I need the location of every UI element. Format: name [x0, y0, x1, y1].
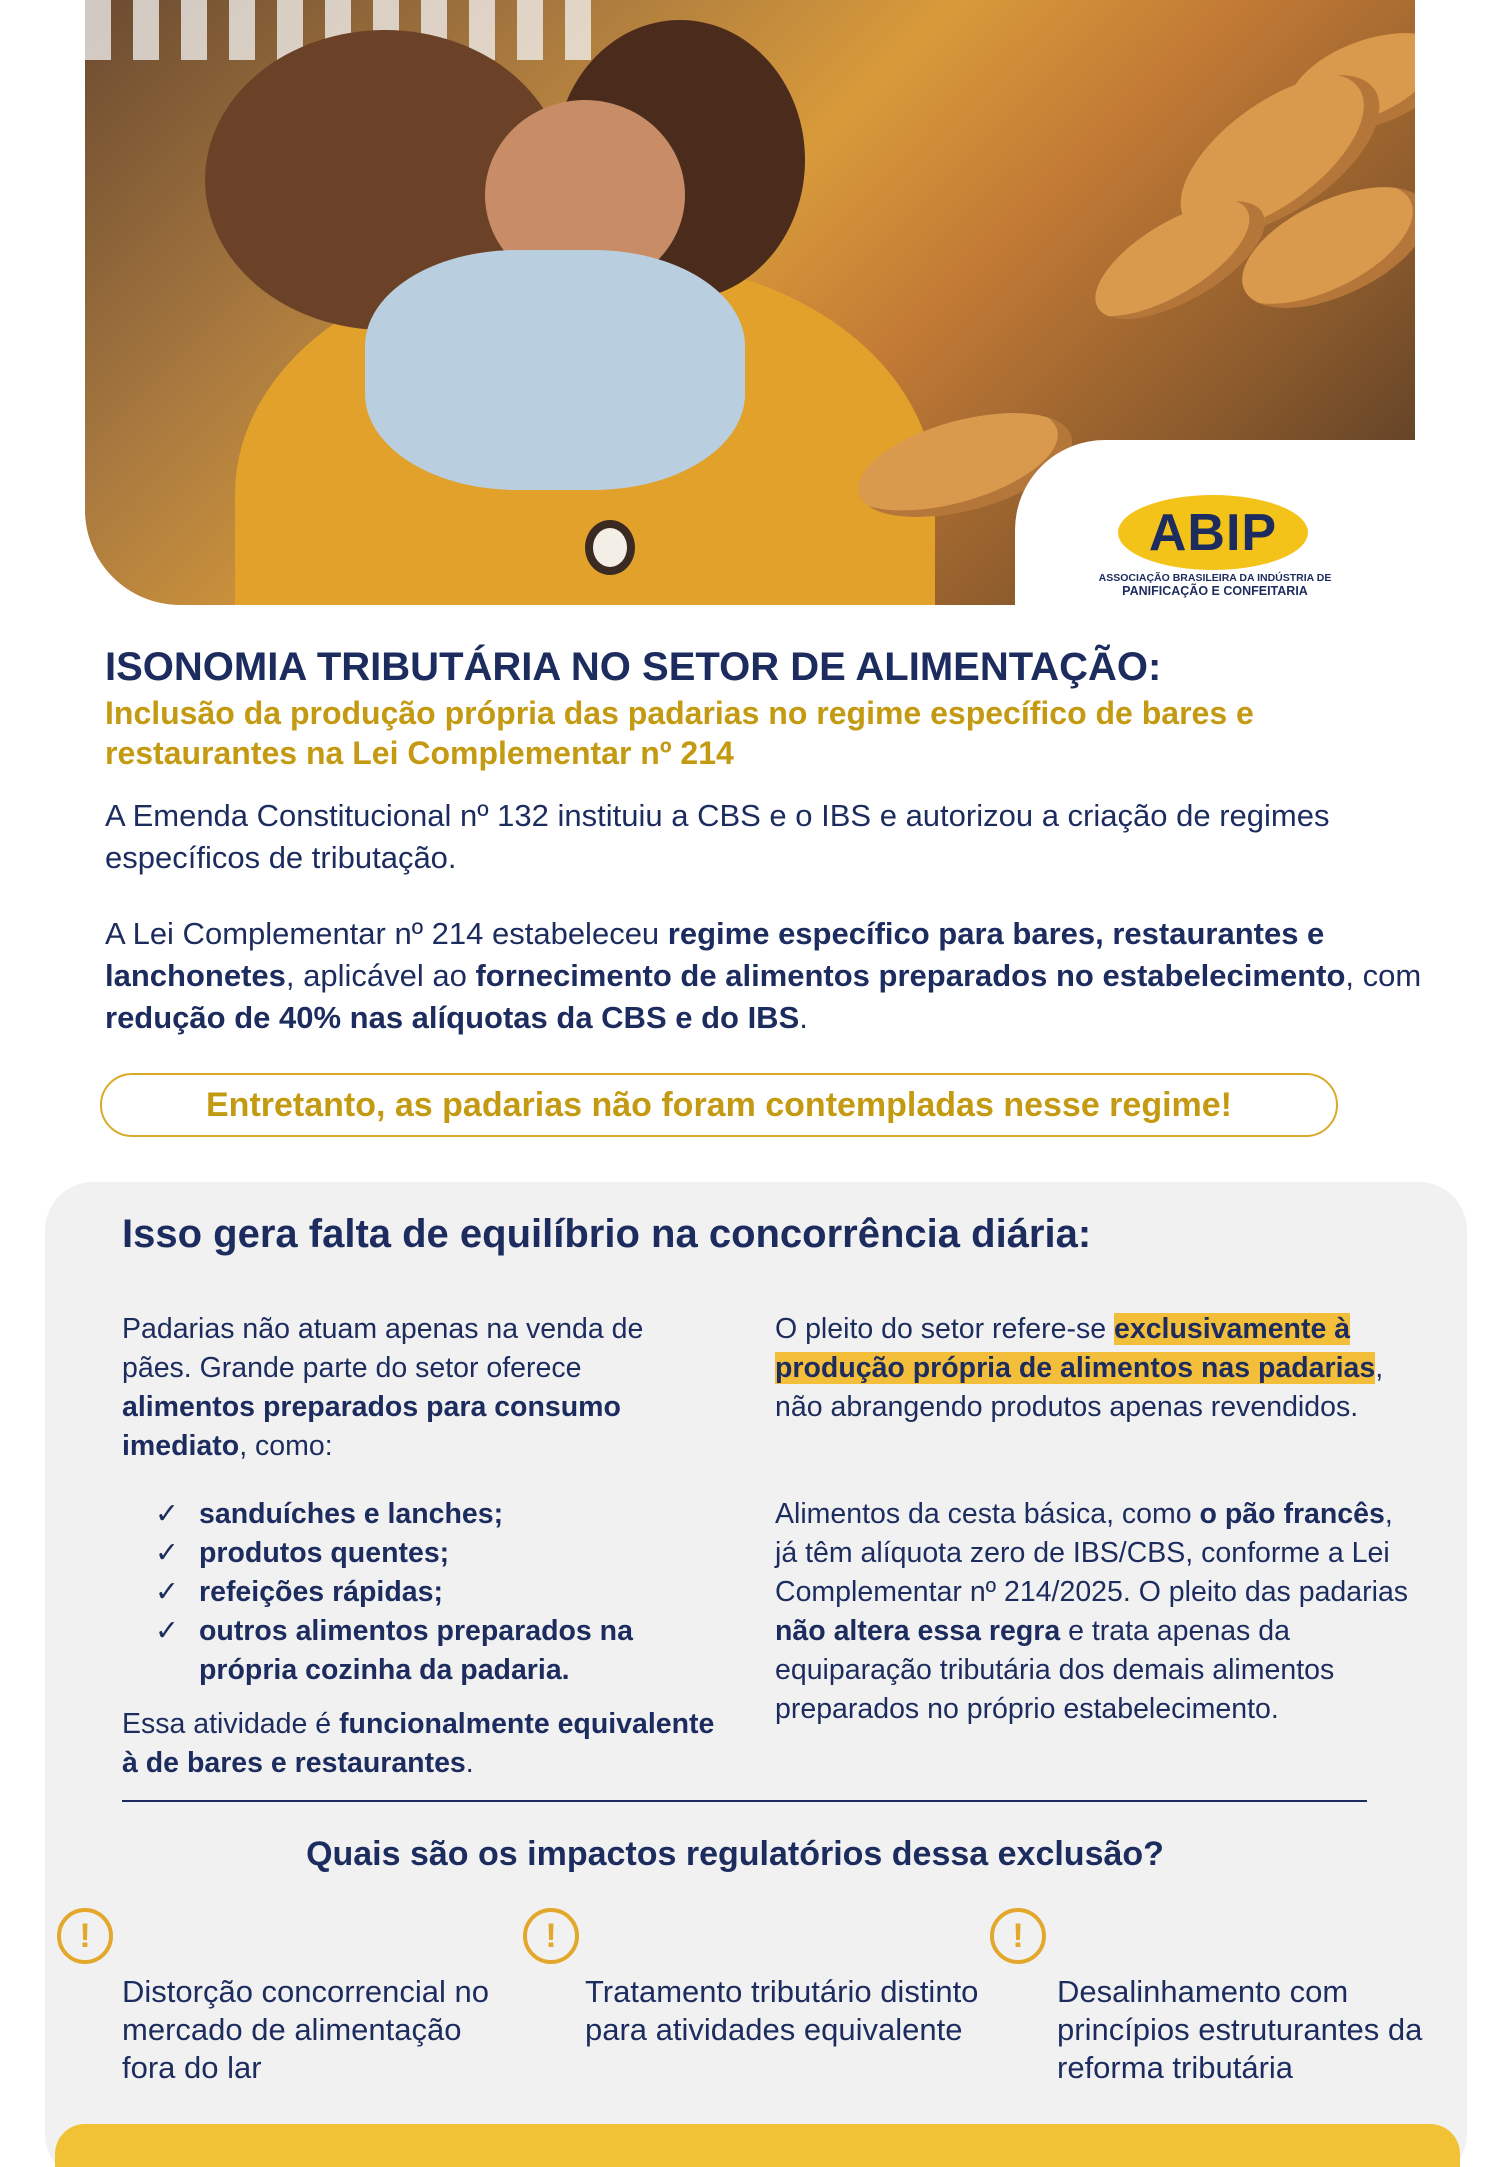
list-item-text: outros alimentos preparados na própria cozinha da padaria. — [199, 1615, 633, 1686]
page-title: ISONOMIA TRIBUTÁRIA NO SETOR DE ALIMENTAÇÃO: — [105, 645, 1162, 689]
text: Essa atividade é — [122, 1708, 340, 1740]
list-item-text: produtos quentes; — [199, 1537, 450, 1569]
abip-logo — [1118, 495, 1308, 570]
emphasis: alimentos preparados para consumo imediato — [122, 1391, 621, 1462]
check-icon: ✓ — [155, 1615, 179, 1647]
left-conclusion — [122, 1705, 722, 1783]
section-heading: Isso gera falta de equilíbrio na concorrência diária: — [122, 1212, 1092, 1256]
logo-name: ABIP — [1148, 503, 1278, 562]
text: , aplicável ao — [285, 958, 476, 993]
girl-shirt — [365, 250, 745, 490]
text: , já têm alíquota zero de IBS/CBS, conforme a Lei Complementar nº 214/2025. O pleito das padarias — [775, 1498, 1409, 1608]
intro-paragraph-2 — [105, 913, 1425, 1039]
footer-bar — [55, 2124, 1460, 2167]
check-icon: ✓ — [155, 1537, 179, 1569]
list-item — [155, 1495, 715, 1534]
text: O pleito do setor refere-se — [775, 1313, 1114, 1345]
page-subtitle: Inclusão da produção própria das padarias no regime específico de bares e restaurantes na Lei Complementar nº 214 — [105, 695, 1254, 771]
emphasis: fornecimento de alimentos preparados no estabelecimento — [475, 958, 1346, 993]
text: e trata apenas da equiparação tributária dos demais alimentos preparados no próprio estabelecimento. — [775, 1615, 1335, 1725]
intro-paragraph-1: A Emenda Constitucional nº 132 instituiu a CBS e o IBS e autorizou a criação de regimes específicos de tributação. — [105, 798, 1330, 875]
left-intro — [122, 1310, 702, 1466]
warning-icon: ! — [523, 1908, 579, 1964]
emphasis: funcionalmente equivalente à de bares e restaurantes — [122, 1708, 715, 1779]
logo-subtitle — [1090, 572, 1340, 598]
impact-item: Desalinhamento com princípios estruturantes da reforma tributária — [1057, 1974, 1423, 2085]
right-paragraph-1 — [775, 1310, 1405, 1427]
logo-line-2: PANIFICAÇÃO E CONFEITARIA — [1122, 584, 1308, 598]
list-item — [155, 1534, 715, 1573]
list-item — [155, 1573, 715, 1612]
emphasis: o pão francês — [1199, 1498, 1385, 1530]
check-icon: ✓ — [155, 1498, 179, 1530]
emphasis: não altera essa regra — [775, 1615, 1061, 1647]
section-divider — [122, 1800, 1367, 1802]
emphasis: redução de 40% nas alíquotas da CBS e do IBS — [105, 1000, 800, 1035]
warning-icon: ! — [990, 1908, 1046, 1964]
wristwatch — [585, 520, 635, 575]
text: . — [799, 1000, 808, 1035]
text: , com — [1345, 958, 1422, 993]
impact-item: Distorção concorrencial no mercado de alimentação fora do lar — [122, 1974, 490, 2085]
food-checklist — [155, 1495, 715, 1690]
emphasis: regime específico para bares, restaurantes e lanchonetes — [105, 916, 1325, 993]
text: , como: — [239, 1430, 333, 1462]
warning-icon: ! — [57, 1908, 113, 1964]
list-item-text: sanduíches e lanches; — [199, 1498, 504, 1530]
list-item — [155, 1612, 715, 1690]
highlighted-text: exclusivamente à produção própria de alimentos nas padarias — [775, 1313, 1376, 1384]
text: A Lei Complementar nº 214 estabeleceu — [105, 916, 668, 951]
list-item-text: refeições rápidas; — [199, 1576, 443, 1608]
text: Alimentos da cesta básica, como — [775, 1498, 1200, 1530]
right-paragraph-2 — [775, 1495, 1415, 1729]
text: Padarias não atuam apenas na venda de pães. Grande parte do setor oferece — [122, 1313, 644, 1384]
logo-line-1: ASSOCIAÇÃO BRASILEIRA DA INDÚSTRIA DE — [1098, 572, 1332, 584]
callout-banner: Entretanto, as padarias não foram contempladas nesse regime! — [100, 1073, 1338, 1137]
text: . — [465, 1747, 474, 1779]
text: , não abrangendo produtos apenas revendidos. — [775, 1352, 1384, 1423]
impact-item: Tratamento tributário distinto para atividades equivalente — [585, 1974, 979, 2047]
check-icon: ✓ — [155, 1576, 179, 1608]
impacts-heading: Quais são os impactos regulatórios dessa exclusão? — [306, 1835, 1164, 1873]
